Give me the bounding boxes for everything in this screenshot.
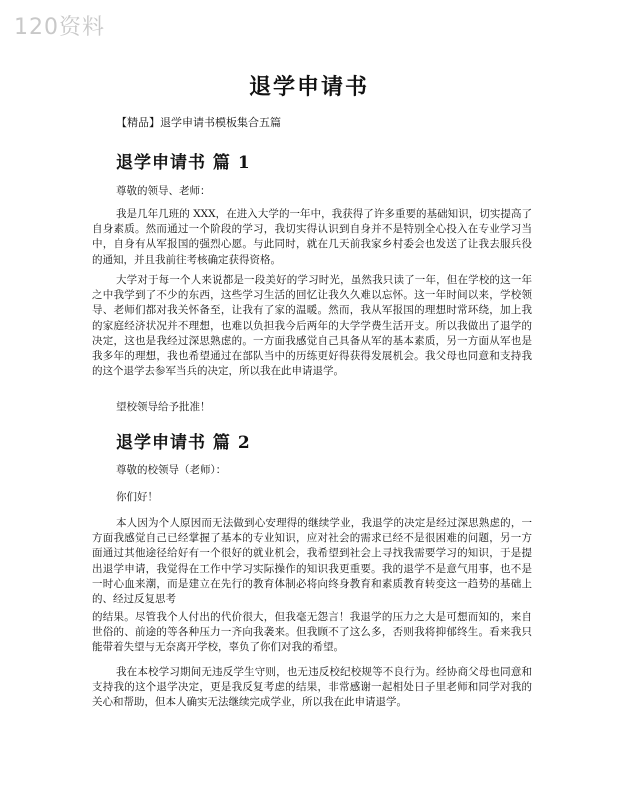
section-1-paragraph: 我是几年几班的 XXX，在进入大学的一年中，我获得了许多重要的基础知识，切实提高了自身素质。然而通过一个阶段的学习，我切实得认识到自身并不是特别全心投入在专业学习当中，自身有从军报国的强烈心愿。与此同时，就在几天前我家乡村委会也发送了让我去服兵役的通知，并且我前往考核确定获得资格。 (92, 208, 532, 266)
section-2-greeting: 你们好！ (116, 491, 158, 503)
section-1-closing: 望校领导给予批准！ (116, 401, 211, 413)
section-2-paragraph: 的结果。尽管我个人付出的代价很大，但我毫无怨言！我退学的压力之大是可想而知的，来自世俗的、前途的等各种压力一齐向我袭来。但我顾不了这么多，否则我将抑郁终生。看来我只能带着失望与无奈离开学校，辜负了你们对我的希望。 (92, 611, 532, 654)
section-2-heading: 退学申请书 篇 2 (116, 433, 251, 453)
watermark: 120资料 (14, 15, 105, 40)
section-1-paragraph: 大学对于每一个人来说都是一段美好的学习时光，虽然我只读了一年，但在学校的这一年之中我学到了不少的东西，这些学习生活的回忆让我久久难以忘怀。这一年时间以来，学校领导、老师们都对我关怀备至，让我有了家的温暖。然而，我从军报国的理想时常环绕，加上我的家庭经济状况并不理想，也难以负担我今后两年的大学学费生活开支。所以我做出了退学的决定，这也是我经过深思熟虑的。一方面我感觉自己具备从军的基本素质，另一方面从军也是我多年的理想，我也希望通过在部队当中的历练更好得获得发展机会。我父母也同意和支持我的这个退学去参军当兵的决定，所以我在此申请退学。 (92, 274, 532, 378)
document-subtitle: 【精品】退学申请书模板集合五篇 (116, 116, 281, 129)
section-2-paragraph: 本人因为个人原因而无法做到心安理得的继续学业，我退学的决定是经过深思熟虑的，一方面我感觉自己已经掌握了基本的专业知识，应对社会的需求已经不是很困难的问题，另一方面通过其他途径给好有一个很好的就业机会，我希望到社会上寻找我需要学习的知识，于是提出退学申请，我觉得在工作中学习实际操作的知识我更重要。我的退学不是意气用事，也不是一时心血来潮，而是建立在先行的教育体制必将向终身教育和素质教育转变这一趋势的基础上的、经过反复思考 (92, 517, 532, 606)
section-1-salutation: 尊敬的领导、老师： (116, 185, 211, 197)
section-2-paragraph: 我在本校学习期间无违反学生守则，也无违反校纪校规等不良行为。经协商父母也同意和支持我的这个退学决定，更是我反复考虑的结果，非常感谢一起相处日子里老师和同学对我的关心和帮助，但本人确实无法继续完成学业，所以我在此申请退学。 (92, 666, 532, 709)
section-1-heading: 退学申请书 篇 1 (116, 153, 251, 173)
section-2-salutation: 尊敬的校领导（老师）： (116, 464, 227, 476)
document-title: 退学申请书 (248, 74, 369, 100)
